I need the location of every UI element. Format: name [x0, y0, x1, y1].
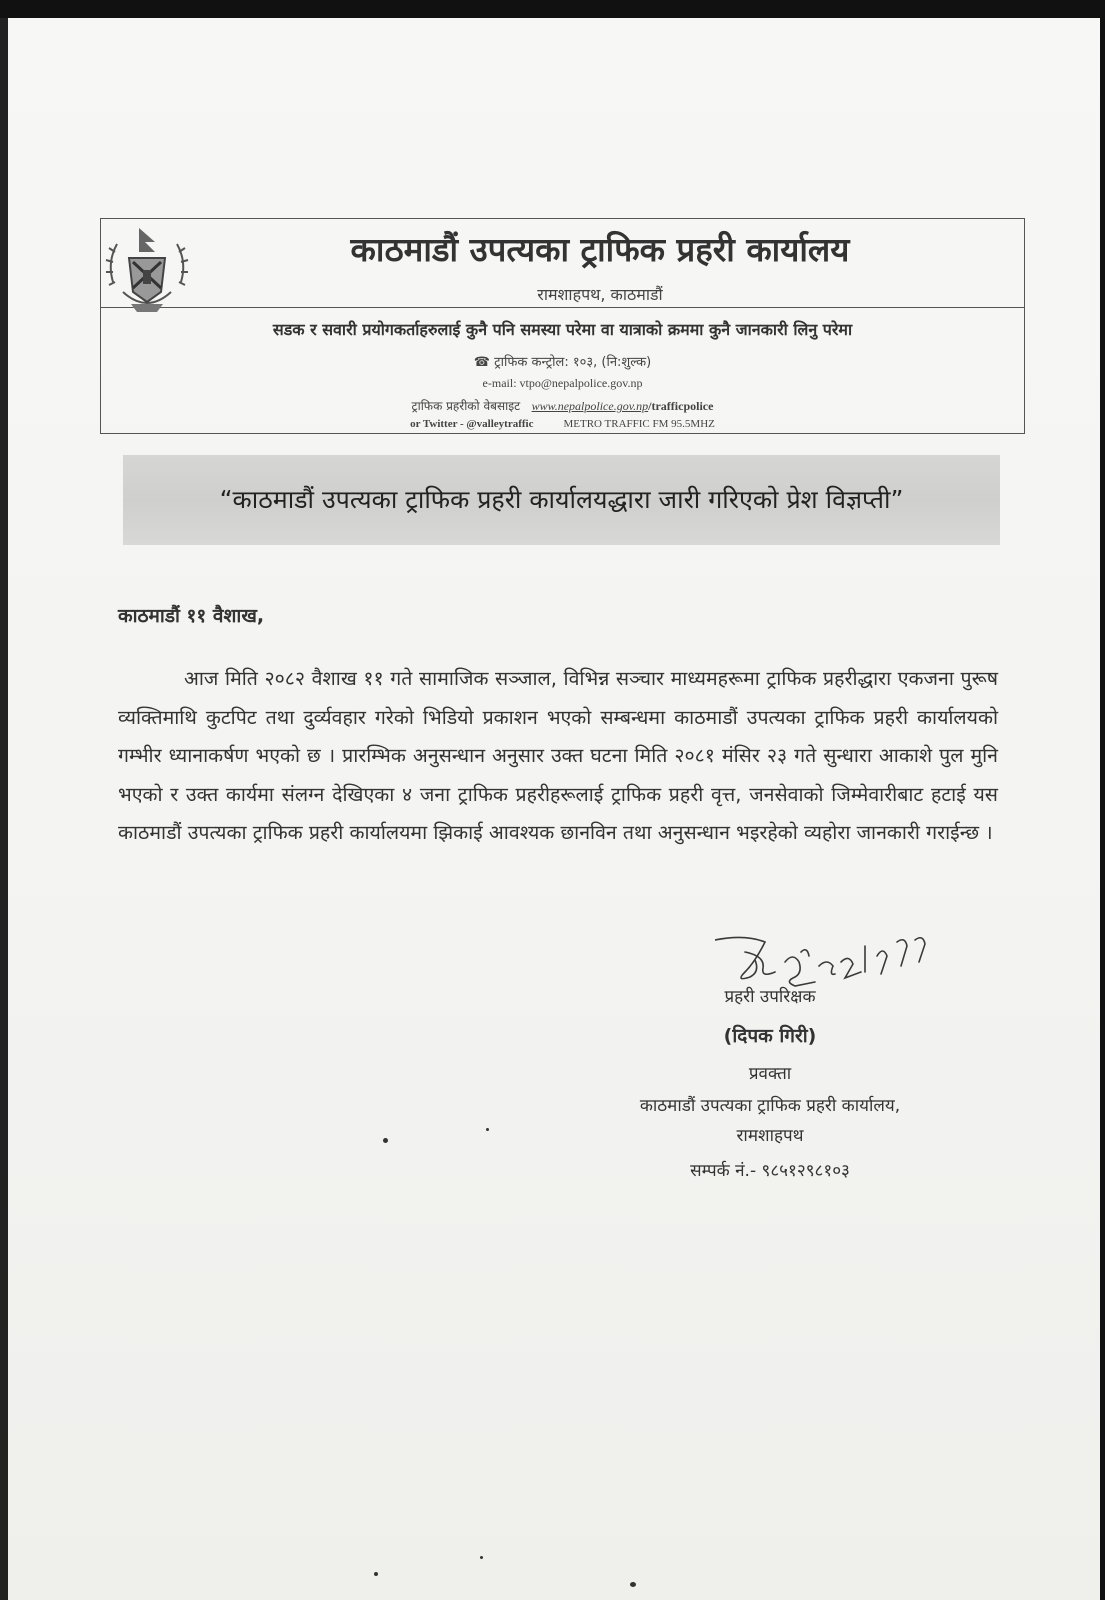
website-path: /trafficpolice [648, 399, 714, 413]
office-title: काठमाडौं उपत्यका ट्राफिक प्रहरी कार्यालय [350, 230, 850, 269]
signatory-office: काठमाडौं उपत्यका ट्राफिक प्रहरी कार्यालय, [639, 1096, 901, 1116]
paper-speck [630, 1582, 636, 1587]
signatory-place: रामशाहपथ [736, 1126, 804, 1146]
traffic-control-line: ☎ ट्राफिक कन्ट्रोल: १०३, (नि:शुल्क) [473, 355, 652, 370]
body-paragraph: आज मिति २०८२ वैशाख ११ गते सामाजिक सञ्जाल, विभिन्न सञ्चार माध्यमहरूमा ट्राफिक प्रहरीद्धारा एकजना पुरूष व्यक्तिमाथि कुटपिट तथा दुर्व्यवहार गरेको भिडियो प्रकाशन भएको सम्बन्धमा काठमाडौं उपत्यका ट्राफिक प्रहरी कार्यालयको गम्भीर ध्यानाकर्षण भएको छ । प्रारम्भिक अनुसन्धान अनुसार उक्त घटना मिति २०८१ मंसिर २३ गते सुन्धारा आकाशे पुल मुनि भएको र उक्त कार्यमा संलग्न देखिएका ४ जना ट्राफिक प्रहरीहरूलाई ट्राफिक प्रहरी वृत्त, जनसेवाको जिम्मेवारीबाट हटाई यस काठमाडौं उपत्यका ट्राफिक प्रहरी कार्यालयमा झिकाई आवश्यक छानविन तथा अनुसन्धान भइरहेको व्यहोरा जानकारी गराईन्छ । [118, 667, 998, 844]
twitter-line [100, 418, 1025, 430]
paper-speck [383, 1138, 388, 1143]
paper-speck [486, 1128, 489, 1131]
twitter-handle: or Twitter - @valleytraffic [410, 418, 534, 430]
nepal-police-emblem-icon [103, 222, 191, 318]
signatory-role: प्रवक्ता [748, 1064, 792, 1084]
press-release-title: “काठमाडौं उपत्यका ट्राफिक प्रहरी कार्यालयद्धारा जारी गरिएको प्रेश विज्ञप्ती” [219, 485, 904, 514]
email-line: e-mail: vtpo@nepalpolice.gov.np [482, 376, 643, 390]
paper-speck [374, 1572, 378, 1576]
signatory-rank: प्रहरी उपरिक्षक [724, 987, 816, 1007]
radio-frequency: METRO TRAFFIC FM 95.5MHZ [563, 418, 715, 430]
website-line [100, 397, 1025, 414]
dateline: काठमाडौं ११ वैशाख, [118, 605, 265, 627]
paper-speck [480, 1556, 483, 1559]
signatory-name: (दिपक गिरी) [723, 1025, 817, 1047]
website-url: www.nepalpolice.gov.np [531, 399, 649, 413]
office-address: रामशाहपथ, काठमाडौं [537, 285, 663, 304]
contact-note: सडक र सवारी प्रयोगकर्ताहरुलाई कुनै पनि समस्या परेमा वा यात्राको क्रममा कुनै जानकारी लिनु परेमा [272, 320, 853, 339]
signatory-phone: सम्पर्क नं.- ९८५१२९८१०३ [690, 1161, 850, 1181]
signature-date: २०८२।१।११ [811, 972, 816, 973]
website-label: ट्राफिक प्रहरीको वेबसाइट [411, 399, 521, 413]
